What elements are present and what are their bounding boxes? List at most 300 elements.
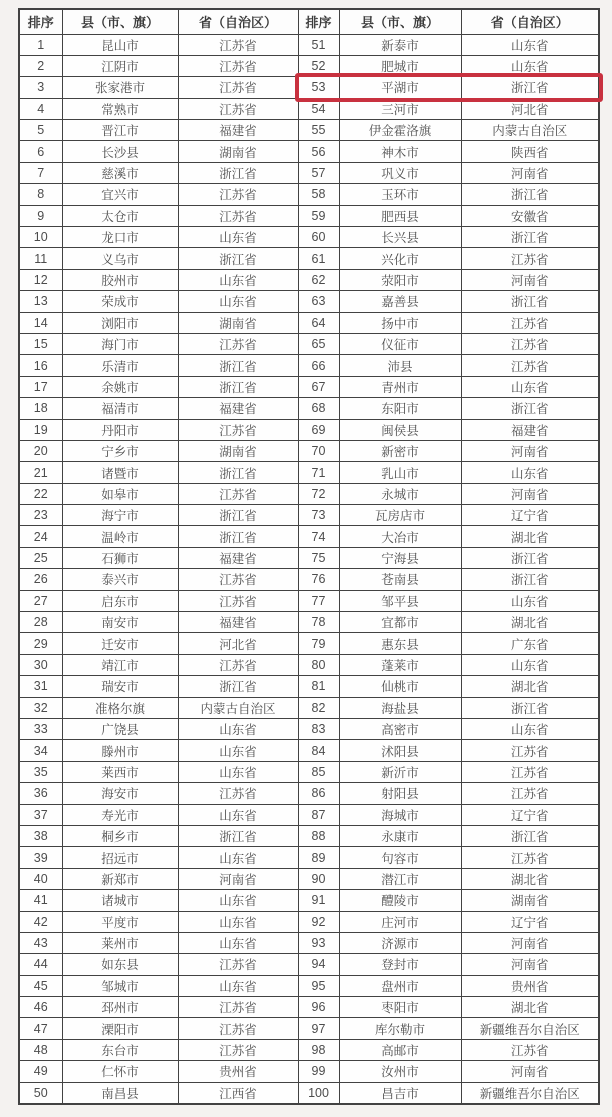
table-row — [19, 654, 599, 675]
table-row — [19, 740, 599, 761]
province-cell: 河南省 — [461, 932, 599, 953]
rank-cell: 95 — [298, 975, 339, 996]
province-cell: 浙江省 — [178, 355, 298, 376]
county-cell: 诸暨市 — [62, 462, 178, 483]
county-cell: 广饶县 — [62, 719, 178, 740]
province-cell: 江苏省 — [178, 34, 298, 55]
province-cell: 山东省 — [178, 804, 298, 825]
province-cell: 山东省 — [461, 590, 599, 611]
province-cell: 浙江省 — [461, 547, 599, 568]
rank-cell: 47 — [19, 1018, 62, 1039]
province-cell: 河南省 — [178, 868, 298, 889]
province-cell: 福建省 — [178, 547, 298, 568]
rank-cell: 79 — [298, 633, 339, 654]
rank-cell: 42 — [19, 911, 62, 932]
rank-cell: 38 — [19, 825, 62, 846]
province-cell: 山东省 — [461, 654, 599, 675]
rank-cell: 14 — [19, 312, 62, 333]
province-cell: 河南省 — [461, 954, 599, 975]
rank-cell: 35 — [19, 761, 62, 782]
table-row — [19, 847, 599, 868]
province-cell: 河南省 — [461, 483, 599, 504]
rank-cell: 75 — [298, 547, 339, 568]
province-cell: 浙江省 — [178, 376, 298, 397]
ranking-table — [18, 8, 600, 1105]
county-cell: 蓬莱市 — [339, 654, 461, 675]
table-row — [19, 825, 599, 846]
county-cell: 射阳县 — [339, 783, 461, 804]
county-cell: 海门市 — [62, 333, 178, 354]
rank-cell: 17 — [19, 376, 62, 397]
province-cell: 江苏省 — [461, 355, 599, 376]
county-cell: 沛县 — [339, 355, 461, 376]
county-cell: 肥西县 — [339, 205, 461, 226]
table-row — [19, 1061, 599, 1082]
rank-cell: 62 — [298, 269, 339, 290]
county-cell: 溧阳市 — [62, 1018, 178, 1039]
rank-cell: 66 — [298, 355, 339, 376]
province-cell: 江苏省 — [461, 740, 599, 761]
rank-cell: 5 — [19, 120, 62, 141]
province-cell: 内蒙古自治区 — [461, 120, 599, 141]
rank-cell: 59 — [298, 205, 339, 226]
province-cell: 浙江省 — [461, 398, 599, 419]
province-cell: 江苏省 — [461, 761, 599, 782]
table-row — [19, 569, 599, 590]
county-cell: 寿光市 — [62, 804, 178, 825]
table-row — [19, 248, 599, 269]
rank-cell: 20 — [19, 440, 62, 461]
province-cell: 浙江省 — [461, 697, 599, 718]
county-cell: 滕州市 — [62, 740, 178, 761]
county-cell: 玉环市 — [339, 184, 461, 205]
county-cell: 永康市 — [339, 825, 461, 846]
province-cell: 江苏省 — [461, 248, 599, 269]
county-cell: 晋江市 — [62, 120, 178, 141]
province-cell: 浙江省 — [178, 462, 298, 483]
county-cell: 新郑市 — [62, 868, 178, 889]
province-cell: 浙江省 — [461, 569, 599, 590]
province-cell: 河南省 — [461, 269, 599, 290]
table-row — [19, 954, 599, 975]
table-row — [19, 997, 599, 1018]
county-cell: 新泰市 — [339, 34, 461, 55]
county-cell: 庄河市 — [339, 911, 461, 932]
table-row — [19, 312, 599, 333]
county-cell: 靖江市 — [62, 654, 178, 675]
county-cell: 苍南县 — [339, 569, 461, 590]
county-cell: 高密市 — [339, 719, 461, 740]
rank-cell: 64 — [298, 312, 339, 333]
rank-cell: 60 — [298, 227, 339, 248]
table-row — [19, 34, 599, 55]
county-cell: 扬中市 — [339, 312, 461, 333]
rank-cell: 48 — [19, 1039, 62, 1060]
province-cell: 山东省 — [461, 34, 599, 55]
rank-cell: 100 — [298, 1082, 339, 1103]
county-cell: 枣阳市 — [339, 997, 461, 1018]
county-cell: 汝州市 — [339, 1061, 461, 1082]
rank-cell: 43 — [19, 932, 62, 953]
table-row — [19, 141, 599, 162]
rank-cell: 6 — [19, 141, 62, 162]
province-cell: 贵州省 — [461, 975, 599, 996]
rank-cell: 90 — [298, 868, 339, 889]
rank-cell: 78 — [298, 612, 339, 633]
province-cell: 辽宁省 — [461, 911, 599, 932]
rank-cell: 88 — [298, 825, 339, 846]
county-cell: 新密市 — [339, 440, 461, 461]
county-cell: 温岭市 — [62, 526, 178, 547]
county-cell: 丹阳市 — [62, 419, 178, 440]
rank-cell: 33 — [19, 719, 62, 740]
county-cell: 瓦房店市 — [339, 505, 461, 526]
rank-cell: 61 — [298, 248, 339, 269]
rank-cell: 13 — [19, 291, 62, 312]
province-cell: 河南省 — [461, 162, 599, 183]
province-cell: 山东省 — [178, 847, 298, 868]
column-header-province-right: 省（自治区） — [461, 9, 599, 34]
province-cell: 江苏省 — [178, 333, 298, 354]
county-cell: 仁怀市 — [62, 1061, 178, 1082]
county-cell: 句容市 — [339, 847, 461, 868]
table-row — [19, 1082, 599, 1103]
province-cell: 江苏省 — [178, 184, 298, 205]
province-cell: 河北省 — [461, 98, 599, 119]
province-cell: 福建省 — [178, 612, 298, 633]
rank-cell: 58 — [298, 184, 339, 205]
rank-cell: 22 — [19, 483, 62, 504]
rank-cell: 4 — [19, 98, 62, 119]
rank-cell: 72 — [298, 483, 339, 504]
province-cell: 湖南省 — [178, 440, 298, 461]
province-cell: 江苏省 — [178, 98, 298, 119]
rank-cell: 67 — [298, 376, 339, 397]
table-row — [19, 55, 599, 76]
rank-cell: 23 — [19, 505, 62, 526]
province-cell: 福建省 — [178, 398, 298, 419]
province-cell: 江苏省 — [178, 77, 298, 98]
table-row — [19, 890, 599, 911]
province-cell: 新疆维吾尔自治区 — [461, 1018, 599, 1039]
province-cell: 江西省 — [178, 1082, 298, 1103]
county-cell: 桐乡市 — [62, 825, 178, 846]
rank-cell: 80 — [298, 654, 339, 675]
rank-cell: 99 — [298, 1061, 339, 1082]
table-row — [19, 184, 599, 205]
county-cell: 瑞安市 — [62, 676, 178, 697]
province-cell: 河南省 — [461, 440, 599, 461]
rank-cell: 2 — [19, 55, 62, 76]
county-cell: 太仓市 — [62, 205, 178, 226]
column-header-county-left: 县（市、旗） — [62, 9, 178, 34]
column-header-rank-right: 排序 — [298, 9, 339, 34]
county-cell: 盘州市 — [339, 975, 461, 996]
rank-cell: 7 — [19, 162, 62, 183]
province-cell: 江苏省 — [178, 483, 298, 504]
province-cell: 贵州省 — [178, 1061, 298, 1082]
rank-cell: 29 — [19, 633, 62, 654]
county-cell: 平度市 — [62, 911, 178, 932]
county-cell: 宁乡市 — [62, 440, 178, 461]
rank-cell: 32 — [19, 697, 62, 718]
county-cell: 浏阳市 — [62, 312, 178, 333]
province-cell: 江苏省 — [178, 55, 298, 76]
county-cell: 永城市 — [339, 483, 461, 504]
table-row — [19, 162, 599, 183]
table-row — [19, 462, 599, 483]
province-cell: 福建省 — [461, 419, 599, 440]
province-cell: 江苏省 — [461, 312, 599, 333]
table-row — [19, 911, 599, 932]
rank-cell: 21 — [19, 462, 62, 483]
county-cell: 长沙县 — [62, 141, 178, 162]
county-cell: 诸城市 — [62, 890, 178, 911]
county-cell: 登封市 — [339, 954, 461, 975]
table-row — [19, 526, 599, 547]
province-cell: 浙江省 — [461, 77, 599, 98]
rank-cell: 40 — [19, 868, 62, 889]
rank-cell: 9 — [19, 205, 62, 226]
county-cell: 新沂市 — [339, 761, 461, 782]
province-cell: 山东省 — [178, 269, 298, 290]
rank-cell: 70 — [298, 440, 339, 461]
county-cell: 莱州市 — [62, 932, 178, 953]
province-cell: 江苏省 — [461, 847, 599, 868]
province-cell: 山东省 — [461, 55, 599, 76]
province-cell: 浙江省 — [461, 184, 599, 205]
county-cell: 巩义市 — [339, 162, 461, 183]
province-cell: 山东省 — [178, 890, 298, 911]
county-cell: 如东县 — [62, 954, 178, 975]
rank-cell: 46 — [19, 997, 62, 1018]
province-cell: 江苏省 — [178, 1039, 298, 1060]
rank-cell: 8 — [19, 184, 62, 205]
rank-cell: 16 — [19, 355, 62, 376]
rank-cell: 50 — [19, 1082, 62, 1103]
rank-cell: 44 — [19, 954, 62, 975]
table-row — [19, 333, 599, 354]
province-cell: 浙江省 — [178, 162, 298, 183]
county-cell: 邹城市 — [62, 975, 178, 996]
rank-cell: 53 — [298, 77, 339, 98]
rank-cell: 82 — [298, 697, 339, 718]
rank-cell: 18 — [19, 398, 62, 419]
table-row — [19, 697, 599, 718]
province-cell: 浙江省 — [178, 676, 298, 697]
county-cell: 肥城市 — [339, 55, 461, 76]
county-cell: 平湖市 — [339, 77, 461, 98]
county-cell: 兴化市 — [339, 248, 461, 269]
county-cell: 江阴市 — [62, 55, 178, 76]
province-cell: 山东省 — [178, 761, 298, 782]
county-cell: 启东市 — [62, 590, 178, 611]
rank-cell: 65 — [298, 333, 339, 354]
rank-cell: 73 — [298, 505, 339, 526]
table-row — [19, 975, 599, 996]
rank-cell: 55 — [298, 120, 339, 141]
column-header-province-left: 省（自治区） — [178, 9, 298, 34]
county-cell: 邳州市 — [62, 997, 178, 1018]
rank-cell: 86 — [298, 783, 339, 804]
county-cell: 三河市 — [339, 98, 461, 119]
rank-cell: 27 — [19, 590, 62, 611]
province-cell: 湖南省 — [178, 312, 298, 333]
table-body — [19, 34, 599, 1104]
county-cell: 荥阳市 — [339, 269, 461, 290]
rank-cell: 15 — [19, 333, 62, 354]
province-cell: 山东省 — [461, 719, 599, 740]
table-row — [19, 440, 599, 461]
county-cell: 海盐县 — [339, 697, 461, 718]
county-cell: 南安市 — [62, 612, 178, 633]
province-cell: 江苏省 — [178, 569, 298, 590]
rank-cell: 97 — [298, 1018, 339, 1039]
rank-cell: 76 — [298, 569, 339, 590]
county-cell: 沭阳县 — [339, 740, 461, 761]
county-cell: 仙桃市 — [339, 676, 461, 697]
table-row — [19, 398, 599, 419]
table-row — [19, 269, 599, 290]
province-cell: 江苏省 — [178, 419, 298, 440]
county-cell: 东阳市 — [339, 398, 461, 419]
province-cell: 山东省 — [178, 719, 298, 740]
rank-cell: 94 — [298, 954, 339, 975]
county-cell: 张家港市 — [62, 77, 178, 98]
column-header-rank-left: 排序 — [19, 9, 62, 34]
province-cell: 浙江省 — [178, 248, 298, 269]
county-cell: 宜兴市 — [62, 184, 178, 205]
rank-cell: 81 — [298, 676, 339, 697]
table-row — [19, 719, 599, 740]
rank-cell: 34 — [19, 740, 62, 761]
county-cell: 昆山市 — [62, 34, 178, 55]
rank-cell: 51 — [298, 34, 339, 55]
province-cell: 江苏省 — [178, 205, 298, 226]
county-cell: 青州市 — [339, 376, 461, 397]
county-cell: 仪征市 — [339, 333, 461, 354]
header-row — [19, 9, 599, 34]
county-cell: 乳山市 — [339, 462, 461, 483]
province-cell: 浙江省 — [178, 526, 298, 547]
county-cell: 海宁市 — [62, 505, 178, 526]
county-cell: 慈溪市 — [62, 162, 178, 183]
table-row — [19, 227, 599, 248]
rank-cell: 26 — [19, 569, 62, 590]
province-cell: 新疆维吾尔自治区 — [461, 1082, 599, 1103]
province-cell: 山东省 — [178, 911, 298, 932]
province-cell: 山东省 — [461, 376, 599, 397]
province-cell: 湖北省 — [461, 676, 599, 697]
rank-cell: 93 — [298, 932, 339, 953]
province-cell: 浙江省 — [178, 505, 298, 526]
province-cell: 湖北省 — [461, 526, 599, 547]
county-cell: 泰兴市 — [62, 569, 178, 590]
county-cell: 邹平县 — [339, 590, 461, 611]
table-row — [19, 1039, 599, 1060]
rank-cell: 41 — [19, 890, 62, 911]
county-cell: 库尔勒市 — [339, 1018, 461, 1039]
county-cell: 长兴县 — [339, 227, 461, 248]
county-cell: 东台市 — [62, 1039, 178, 1060]
province-cell: 湖南省 — [461, 890, 599, 911]
rank-cell: 49 — [19, 1061, 62, 1082]
province-cell: 江苏省 — [178, 654, 298, 675]
province-cell: 湖南省 — [178, 141, 298, 162]
rank-cell: 30 — [19, 654, 62, 675]
rank-cell: 25 — [19, 547, 62, 568]
column-header-county-right: 县（市、旗） — [339, 9, 461, 34]
county-cell: 闽侯县 — [339, 419, 461, 440]
county-cell: 济源市 — [339, 932, 461, 953]
table-row — [19, 761, 599, 782]
rank-cell: 96 — [298, 997, 339, 1018]
table-row — [19, 804, 599, 825]
rank-cell: 19 — [19, 419, 62, 440]
county-cell: 福清市 — [62, 398, 178, 419]
rank-cell: 92 — [298, 911, 339, 932]
rank-cell: 39 — [19, 847, 62, 868]
province-cell: 江苏省 — [178, 783, 298, 804]
county-cell: 石狮市 — [62, 547, 178, 568]
rank-cell: 57 — [298, 162, 339, 183]
county-cell: 龙口市 — [62, 227, 178, 248]
county-cell: 惠东县 — [339, 633, 461, 654]
county-cell: 义乌市 — [62, 248, 178, 269]
table-row — [19, 291, 599, 312]
province-cell: 陕西省 — [461, 141, 599, 162]
province-cell: 安徽省 — [461, 205, 599, 226]
table-row — [19, 419, 599, 440]
province-cell: 内蒙古自治区 — [178, 697, 298, 718]
rank-cell: 56 — [298, 141, 339, 162]
rank-cell: 12 — [19, 269, 62, 290]
rank-cell: 54 — [298, 98, 339, 119]
province-cell: 山东省 — [178, 291, 298, 312]
county-cell: 嘉善县 — [339, 291, 461, 312]
table-row — [19, 355, 599, 376]
province-cell: 山东省 — [461, 462, 599, 483]
rank-cell: 87 — [298, 804, 339, 825]
province-cell: 福建省 — [178, 120, 298, 141]
table-row — [19, 783, 599, 804]
province-cell: 辽宁省 — [461, 505, 599, 526]
province-cell: 湖北省 — [461, 997, 599, 1018]
province-cell: 浙江省 — [461, 291, 599, 312]
county-cell: 招远市 — [62, 847, 178, 868]
province-cell: 江苏省 — [178, 997, 298, 1018]
table-row — [19, 77, 599, 98]
rank-cell: 68 — [298, 398, 339, 419]
county-cell: 常熟市 — [62, 98, 178, 119]
province-cell: 河南省 — [461, 1061, 599, 1082]
rank-cell: 71 — [298, 462, 339, 483]
county-cell: 如皋市 — [62, 483, 178, 504]
county-cell: 潜江市 — [339, 868, 461, 889]
county-cell: 伊金霍洛旗 — [339, 120, 461, 141]
table-row — [19, 505, 599, 526]
province-cell: 江苏省 — [178, 590, 298, 611]
table-row — [19, 868, 599, 889]
province-cell: 山东省 — [178, 975, 298, 996]
rank-cell: 3 — [19, 77, 62, 98]
county-cell: 南昌县 — [62, 1082, 178, 1103]
table-row — [19, 376, 599, 397]
table-row — [19, 483, 599, 504]
table-row — [19, 205, 599, 226]
table-row — [19, 612, 599, 633]
county-cell: 醴陵市 — [339, 890, 461, 911]
